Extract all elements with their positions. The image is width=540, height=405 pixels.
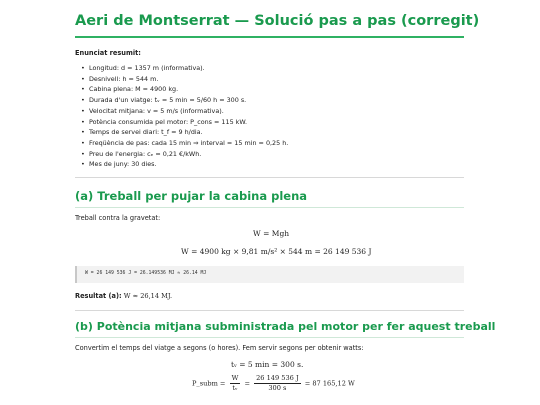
title-underline [75,36,464,38]
fact-item: • Freqüència de pas: cada 15 min ⇒ interval = 15 min = 0,25 h. [89,138,288,149]
section-a-underline [75,207,464,208]
fact-item: • Cabina plena: M = 4900 kg. [89,84,288,95]
power-lhs: P_subm = [192,379,226,388]
fact-item: • Durada d'un viatge: tᵥ = 5 min = 5/60 h = 300 s. [89,95,288,106]
fraction-values [254,374,301,393]
section-b-underline [75,337,464,338]
fact-item: • Temps de servei diari: t_f = 9 h/dia. [89,127,288,138]
fact-item: • Velocitat mitjana: v = 5 m/s (informativa). [89,106,288,117]
fraction-denominator: tᵥ [232,384,238,392]
power-result: = 87 165,12 W [304,379,355,388]
result-a-label: Resultat (a): [75,292,122,300]
fraction-denominator: 300 s [268,384,287,392]
section-b-intro: Convertim el temps del viatge a segons (o hores). Fem servir segons per obtenir watts: [75,344,364,352]
fact-item: • Mes de juny: 30 dies. [89,159,288,170]
section-a-heading: (a) Treball per pujar la cabina plena [75,189,308,203]
equals-sign: = [244,379,250,388]
fact-item: • Preu de l'energia: cₑ = 0,21 €/kWh. [89,149,288,160]
section-a-intro: Treball contra la gravetat: [75,214,161,222]
fraction-w-over-t [230,374,241,393]
page-title: Aeri de Montserrat — Solució pas a pas (corregit) [75,13,480,29]
time-equation: tᵥ = 5 min = 300 s. [231,360,304,369]
section-divider [75,177,464,178]
work-calculation: W = 4900 kg × 9,81 m/s² × 544 m = 26 149 536 J [181,247,372,256]
section-divider [75,310,464,311]
fact-item: • Potència consumida pel motor: P_cons = 115 kW. [89,117,288,128]
fact-item: • Desnivell: h = 544 m. [89,74,288,85]
fraction-numerator: W [231,374,239,382]
formula-work: W = Mgh [253,229,290,238]
result-a [75,292,172,300]
code-text: W = 26 149 536 J = 26.149536 MJ ≈ 26.14 MJ [85,271,207,276]
fact-item: • Longitud: d = 1357 m (informativa). [89,63,288,74]
result-a-value: W ≈ 26,14 MJ. [123,292,173,300]
section-b-heading: (b) Potència mitjana subministrada pel motor per fer aquest treball [75,320,496,333]
code-block [75,266,464,283]
power-equation [192,374,355,393]
statement-heading: Enunciat resumit: [75,49,141,57]
fraction-numerator: 26 149 536 J [256,374,299,382]
facts-list [75,63,288,170]
